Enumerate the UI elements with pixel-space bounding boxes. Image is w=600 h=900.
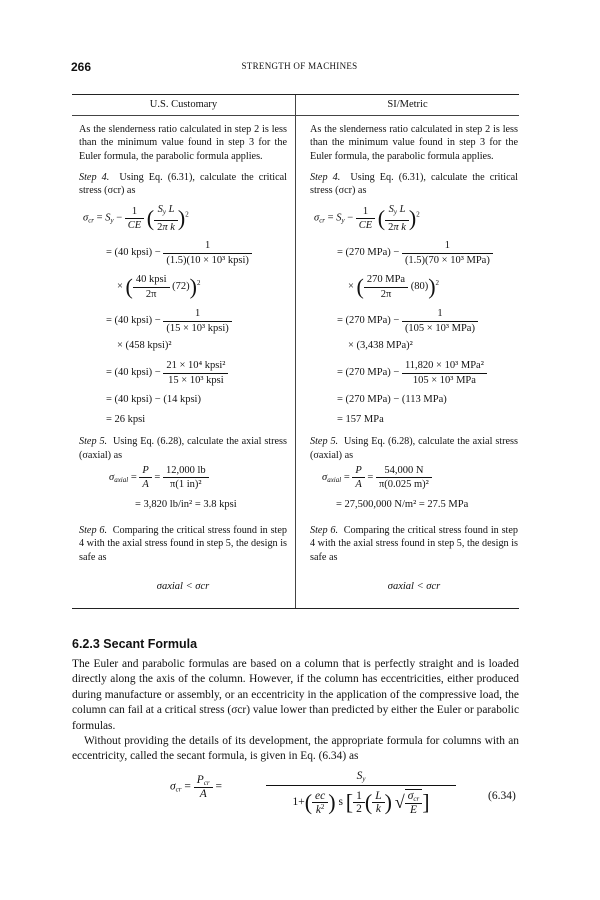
intro-text: As the slenderness ratio calculated in step 2 is less than the minimum value found in step 3 for the Euler formula, the parabolic formula applies. xyxy=(79,124,287,162)
axial-stress-derivation: $\sigma_{axial}$ = $\frac{P}{A}$ = $\frac{12,000 lb}{\text{π(1 in)²}}$ = 3,820 lb/in² = 3.8 kpsi xyxy=(109,465,237,511)
column-heading-us: U.S. Customary xyxy=(149,99,218,110)
paragraph: Without providing the details of its development, the appropriate formula for columns with an eccentricity, called the secant formula, is given in Eq. (6.34) as xyxy=(72,735,519,763)
step4-text: Step 4. Using Eq. (6.31), calculate the critical stress (σcr) as xyxy=(79,171,287,197)
critical-stress-derivation: $\sigma_{cr} = S_y$ − $\frac{1}{CE}$ ( $\frac{S_y L}{\text{2π k}}$ )$^2$ = (40 kpsi) − $\frac{1}{\text{(1.5)(10 × 10³ kpsi)}}$ × ( $\frac{\text{40 kpsi}}{2\pi}$ (72))$^2$ = (40 kpsi) − $\frac{1}{\text{(15 × 10³ kpsi)}}$ × (458 kpsi)² = (40 kpsi) − $\frac{\text{21 × 10⁴ kpsi²}}{\text{15 × 10³ kpsi}}$ = (40 kpsi) − (14 kpsi) = 26 kpsi xyxy=(79,197,287,427)
column-heading-si: SI/Metric xyxy=(387,99,428,110)
axial-stress-derivation: $\sigma_{axial}$ = $\frac{P}{A}$ = $\frac{54,000 N}{\text{π(0.025 m)²}}$ = 27,500,000 N/m² = 27.5 MPa xyxy=(322,465,469,511)
section-title: 6.2.3 Secant Formula xyxy=(72,637,198,651)
step6-text: Step 6. Comparing the critical stress found in step 4 with the axial stress found in step 5, the design is safe as xyxy=(79,525,287,563)
page-number: 266 xyxy=(71,60,92,74)
running-head: STRENGTH OF MACHINES xyxy=(241,61,358,71)
section-body xyxy=(72,657,519,765)
step5-text: Step 5. Using Eq. (6.28), calculate the axial stress (σaxial) as xyxy=(79,436,287,461)
step4-text: Step 4. Using Eq. (6.31), calculate the critical stress (σcr) as xyxy=(310,171,518,197)
secant-formula: $\sigma_{cr}$ = $\frac{P_{cr}}{A}$ = $S_y$ 1+( $\frac{ec}{k^2}$ ) s [ $\frac{1}{2}$ ( $\frac{L}{k}$ ) √ $\frac{\sigma_{cr}}{E}$ ] xyxy=(170,770,470,848)
comparison-table xyxy=(72,94,519,609)
intro-text: As the slenderness ratio calculated in step 2 is less than the minimum value found in step 3 for the Euler formula, the parabolic formula applies. xyxy=(310,124,518,162)
si-column xyxy=(310,123,518,593)
critical-stress-derivation: $\sigma_{cr} = S_y$ − $\frac{1}{CE}$ ( $\frac{S_y L}{\text{2π k}}$ )$^2$ = (270 MPa) − $\frac{1}{\text{(1.5)(70 × 10³ MPa)}}$ × ( $\frac{\text{270 MPa}}{2\pi}$ (80))$^2$ = (270 MPa) − $\frac{1}{\text{(105 × 10³ MPa)}}$ × (3,438 MPa)² = (270 MPa) − $\frac{\text{11,820 × 10³ MPa²}}{\text{105 × 10³ MPa}}$ = (270 MPa) − (113 MPa) = 157 MPa xyxy=(310,197,518,427)
final-inequality: σaxial < σcr xyxy=(156,580,210,592)
final-inequality: σaxial < σcr xyxy=(387,580,441,592)
page-header xyxy=(71,60,528,76)
paragraph: The Euler and parabolic formulas are based on a column that is perfectly straight and is loaded directly along the axis of the column. However, if the column has eccentricities, either produced during manufacture or assembly, or an eccentricity in the application of the compressive load, the column can fail at a critical stress (σcr) value lower than predicted by either the Euler or parabolic formulas. xyxy=(72,658,519,732)
step6-text: Step 6. Comparing the critical stress found in step 4 with the axial stress found in step 5, the design is safe as xyxy=(310,525,518,563)
column-divider xyxy=(295,95,296,608)
step5-text: Step 5. Using Eq. (6.28), calculate the axial stress (σaxial) as xyxy=(310,436,518,461)
equation-number: (6.34) xyxy=(488,790,516,802)
us-column xyxy=(79,123,287,593)
